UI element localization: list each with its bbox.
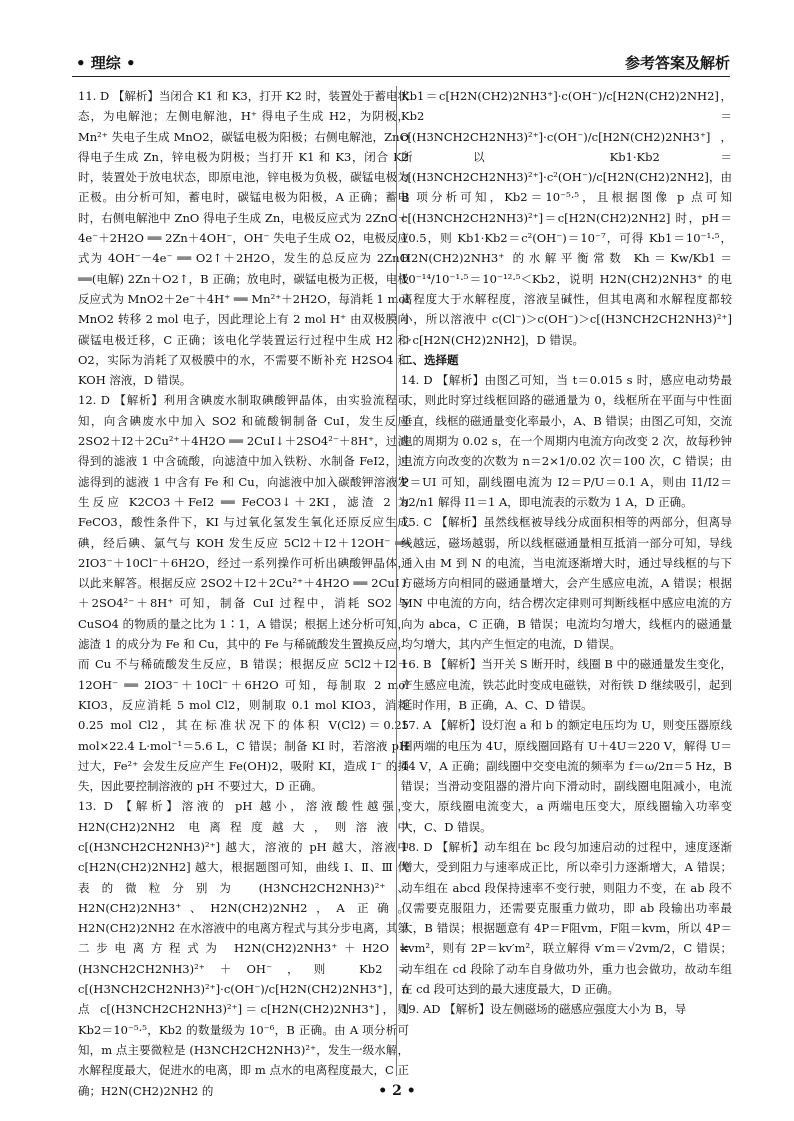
right-column [401, 86, 732, 1076]
answer-16: 16. B 【解析】当开关 S 断开时，线圈 B 中的磁通量发生变化，产生感应电流，铁芯此时变成电磁铁，对衔铁 D 继续吸引，起到延时作用，B 正确，A、C、D 错误。 [401, 657, 732, 712]
answer-11: 11. D 【解析】当闭合 K1 和 K3，打开 K2 时，装置处于蓄电状态，为电解池；左侧电解池，H⁺ 得电子生成 H2，为阴极，Mn²⁺ 失电子生成 MnO2，碳锰电极为阳极；右侧电解池，ZnO 得电子生成 Zn，锌电极为阴极；当打开 K1 和 K3，闭合 K2 时，装置处于放电状态，即原电池，锌电极为负极，碳锰电极为正极。由分析可知，蓄电时，碳锰电极为阳极，A 正确；蓄电时，右侧电解池中 ZnO 得电子生成 Zn，电极反应式为 2ZnO＋4e⁻＋2H2O ══ 2Zn＋4OH⁻，OH⁻ 失电子生成 O2，电极反应式为 4OH⁻－4e⁻ ══ O2↑＋2H2O，发生的总反应为 2ZnO ══(电解) 2Zn＋O2↑，B 正确；放电时，碳锰电极为正极，电极反应式为 MnO2＋2e⁻＋4H⁺ ══ Mn²⁺＋2H2O，每消耗 1 mol MnO2 转移 2 mol 电子，因此理论上有 2 mol H⁺ 由双极膜向碳锰电极迁移，C 正确；该电化学装置运行过程中生成 H2 和 O2，实际为消耗了双极膜中的水，不需要不断补充 H2SO4 和 KOH 溶液，D 错误。 [78, 89, 409, 388]
answer-15: 15. C 【解析】虽然线框被导线分成面积相等的两部分，但离导线越远，磁场越弱，所以线框磁通量相互抵消一部分可知，导线通入由 M 到 N 的电流，当电流逐渐增大时，通过导线框的与下方磁场方向相同的磁通量增大，会产生感应电流，A 错误；根据 MN 中电流的方向，结合楞次定律则可判断线框中感应电流的方向为 abca，C 正确，B 错误；电流均匀增大，线框内的磁通量均匀增大，其内产生恒定的电流，D 错误。 [401, 515, 732, 652]
left-column [78, 86, 409, 1098]
answer-17: 17. A 【解析】设灯泡 a 和 b 的额定电压均为 U，则变压器原线圈两端的电压为 4U，原线圈回路有 U＋4U＝220 V，解得 U＝44 V，A 正确；副线圈中交变电流的频率为 f＝ω/2π＝5 Hz，B 错误；当滑动变阻器的滑片向下滑动时，副线圈电阻减小，电流变大，原线圈电流变大，a 两端电压变大，原线圈输入功率变大，C、D 错误。 [401, 718, 732, 834]
answer-13: 13. D 【解析】溶液的 pH 越小，溶液酸性越强，H2N(CH2)2NH2 电离程度越大，则溶液中 c[(H3NCH2CH2NH3)²⁺] 越大，溶液的 pH 越大，溶液中 c[H2N(CH2)2NH2] 越大，根据题图可知，曲线 Ⅰ、Ⅱ、Ⅲ 代表的微粒分别为 (H3NCH2CH2NH3)²⁺、H2N(CH2)2NH3⁺、H2N(CH2)2NH2，A 正确。H2N(CH2)2NH2 在水溶液中的电离方程式与其分步电离，其第二步电离方程式为 H2N(CH2)2NH3⁺＋H2O ⇌ (H3NCH2CH2NH3)²⁺＋OH⁻，则 Kb2＝c[(H3NCH2CH2NH3)²⁺]·c(OH⁻)/c[H2N(CH2)2NH3⁺]，n 点 c[(H3NCH2CH2NH3)²⁺]＝c[H2N(CH2)2NH3⁺]，则 Kb2＝10⁻⁵·⁵，Kb2 的数量级为 10⁻⁶，B 正确。由 A 项分析可知，m 点主要微粒是 (H3NCH2CH2NH3)²⁺，发生一级水解，水解程度最大，促进水的电离，即 m 点水的电离程度最大，C 正确；H2N(CH2)2NH2 的 [78, 799, 409, 1098]
answer-14: 14. D 【解析】由图乙可知，当 t＝0.015 s 时，感应电动势最大，则此时穿过线框回路的磁通量为 0，线框所在平面与中性面垂直，线框的磁通量变化率最小，A、B 错误；由图乙可知，交流电的周期为 0.02 s，在一个周期内电流方向改变 2 次，故每秒钟电流方向改变的次数为 n＝2×1/0.02 次＝100 次，C 错误；由 P＝UI 可知，副线圈电流为 I2＝P/U＝0.1 A，则由 I1/I2＝n2/n1 解得 I1＝1 A，即电流表的示数为 1 A，D 正确。 [401, 373, 732, 509]
page-header [72, 50, 730, 77]
answer-19: 19. AD 【解析】设左侧磁场的磁感应强度大小为 B，导 [401, 1002, 687, 1017]
page-number: • 2 • [378, 1083, 416, 1099]
answer-18: 18. D 【解析】动车组在 bc 段匀加速启动的过程中，速度逐渐增大，受到阻力与速率成正比，所以牵引力逐渐增大，A 错误；动车组在 abcd 段保持速率不变行驶，则阻力不变，在 ab 段不仅需要克服阻力，还需要克服重力做功，即 ab 段输出功率最大，B 错误；根据题意有 4P＝F阻vm，F阻＝kvm，所以 4P＝kvm²，则有 2P＝kv′m²，联立解得 v′m＝√2vm/2，C 错误；动车组在 cd 段除了动车自身做功外，重力也会做功，故动车组在 cd 段可达到的最大速度最大，D 正确。 [401, 839, 732, 997]
subject-label: • 理综 • [76, 54, 136, 72]
section-heading: 二、选择题 [401, 352, 459, 367]
column-divider [396, 86, 397, 1076]
section-title: 参考答案及解析 [624, 54, 730, 72]
answer-12: 12. D 【解析】利用含碘废水制取碘酸钾晶体，由实验流程可知，向含碘废水中加入 SO2 和硫酸铜制备 CuI，发生反应 2SO2＋I2＋2Cu²⁺＋4H2O ══ 2CuI↓＋2SO4²⁻＋8H⁺，过滤得到的滤液 1 中含硫酸，向滤渣中加入铁粉、水制备 FeI2，过滤得到的滤液 1 中含有 Fe 和 Cu，向滤液中加入碳酸钾溶液发生反应 K2CO3＋FeI2 ══ FeCO3↓＋2KI，滤渣 2 为 FeCO3，酸性条件下，KI 与过氧化氢发生氧化还原反应生成碘，经后碘、氯气与 KOH 发生反应 5Cl2＋I2＋12OH⁻ ══ 2IO3⁻＋10Cl⁻＋6H2O，经过一系列操作可析出碘酸钾晶体，以此来解答。根据反应 2SO2＋I2＋2Cu²⁺＋4H2O ══ 2CuI↓＋2SO4²⁻＋8H⁺ 可知，制备 CuI 过程中，消耗 SO2 与 CuSO4 的物质的量之比为 1∶1，A 错误；根据上述分析可知，滤渣 1 的成分为 Fe 和 Cu，其中的 Fe 与稀硫酸发生置换反应，而 Cu 不与稀硫酸发生反应，B 错误；根据反应 5Cl2＋I2＋12OH⁻ ══ 2IO3⁻＋10Cl⁻＋6H2O 可知，每制取 2 mol KIO3，反应消耗 5 mol Cl2，则制取 0.1 mol KIO3，消耗 0.25 mol Cl2，其在标准状况下的体积 V(Cl2)＝0.25 mol×22.4 L·mol⁻¹＝5.6 L，C 错误；制备 KI 时，若溶液 pH 过大，Fe²⁺ 会发生反应产生 Fe(OH)2，吸附 KI，造成 I⁻ 的损失，因此要控制溶液的 pH 不要过大，D 正确。 [78, 393, 409, 794]
answer-13-continued: Kb1＝c[H2N(CH2)2NH3⁺]·c(OH⁻)/c[H2N(CH2)2NH2]，Kb2＝c[(H3NCH2CH2NH3)²⁺]·c(OH⁻)/c[H2N(CH2)2NH3⁺]，所以 Kb1·Kb2＝c[(H3NCH2CH2NH3)²⁺]·c²(OH⁻)/c[H2N(CH2)2NH2]，由 B 项分析可知，Kb2＝10⁻⁵·⁵，且根据图像 p 点可知 c[(H3NCH2CH2NH3)²⁺]＝c[H2N(CH2)2NH2] 时，pH＝10.5，则 Kb1·Kb2＝c²(OH⁻)＝10⁻⁷，可得 Kb1＝10⁻¹·⁵，H2N(CH2)2NH3⁺ 的水解平衡常数 Kh＝Kw/Kb1＝10⁻¹⁴/10⁻¹·⁵＝10⁻¹²·⁵＜Kb2，说明 H2N(CH2)2NH3⁺ 的电离程度大于水解程度，溶液呈碱性，但其电离和水解程度都较小，所以溶液中 c(Cl⁻)＞c(OH⁻)＞c[(H3NCH2CH2NH3)²⁺]＞c[H2N(CH2)2NH2]，D 错误。 [401, 89, 732, 347]
